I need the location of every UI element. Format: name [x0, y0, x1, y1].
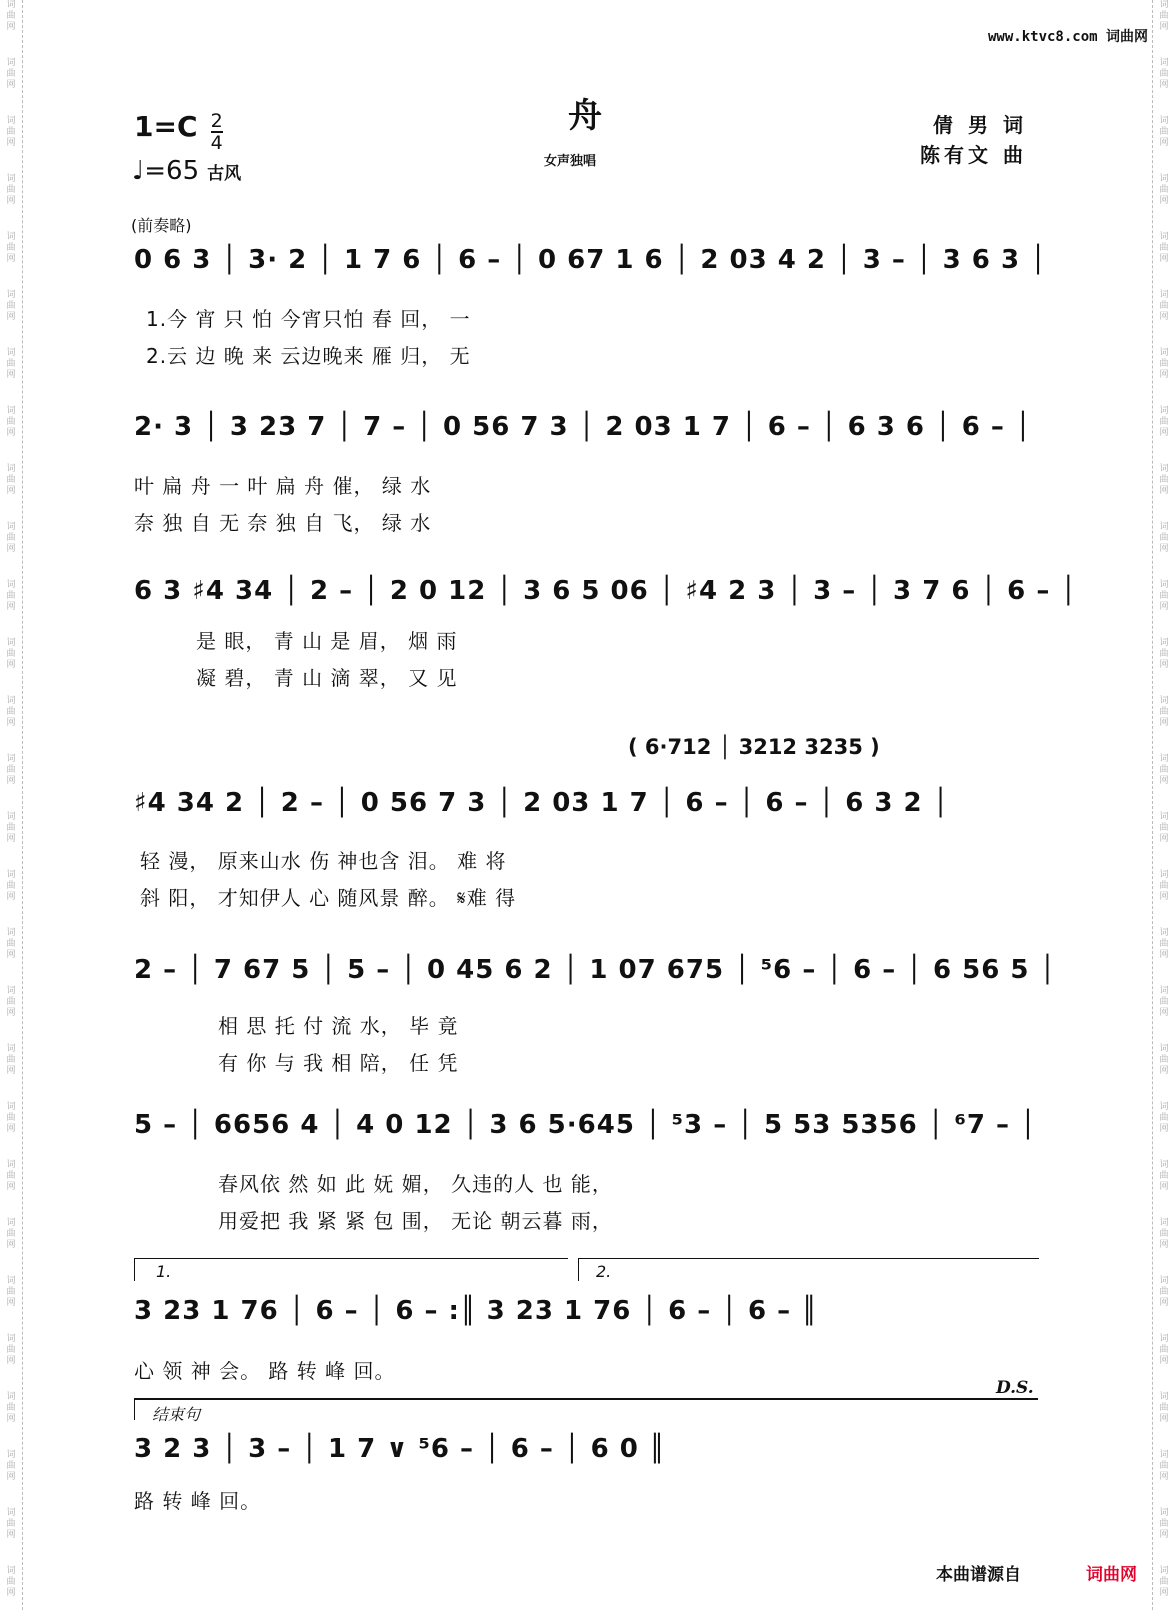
- lyric-line-7: 心 领 神 会。 路 转 峰 回。: [134, 1359, 396, 1383]
- watermark-text: 词曲网: [6, 406, 16, 438]
- tempo-mark: [132, 156, 241, 186]
- watermark-text: 词曲网: [1159, 290, 1169, 322]
- watermark-text: 词曲网: [1159, 870, 1169, 902]
- watermark-text: 词曲网: [1159, 1218, 1169, 1250]
- lyricist: 倩 男 词: [933, 113, 1027, 137]
- watermark-text: 词曲网: [1159, 638, 1169, 670]
- lyric-line-2a: 叶 扁 舟 一 叶 扁 舟 催， 绿 水: [134, 474, 432, 498]
- lyric-line-2b: 奈 独 自 无 奈 独 自 飞， 绿 水: [134, 511, 432, 535]
- coda-rule: [134, 1398, 1038, 1400]
- watermark-text: 词曲网: [1159, 928, 1169, 960]
- watermark-text: 词曲网: [6, 522, 16, 554]
- watermark-text: 词曲网: [6, 812, 16, 844]
- watermark-text: 词曲网: [1159, 0, 1169, 32]
- time-bottom: 4: [210, 131, 223, 154]
- watermark-text: 词曲网: [1159, 1102, 1169, 1134]
- watermark-text: 词曲网: [6, 870, 16, 902]
- key-signature: [134, 110, 223, 153]
- watermark-text: 词曲网: [1159, 696, 1169, 728]
- lyric-line-3a: 是 眼， 青 山 是 眉， 烟 雨: [196, 629, 458, 653]
- watermark-text: 词曲网: [6, 464, 16, 496]
- watermark-text: 词曲网: [1159, 1566, 1169, 1598]
- watermark-text: 词曲网: [6, 58, 16, 90]
- watermark-text: 词曲网: [1159, 58, 1169, 90]
- lyric-line-1a: 1.今 宵 只 怕 今宵只怕 春 回， 一: [146, 307, 471, 331]
- watermark-text: 词曲网: [1159, 232, 1169, 264]
- watermark-text: 词曲网: [6, 0, 16, 32]
- volta-2-label: 2.: [596, 1262, 612, 1281]
- watermark-text: 词曲网: [6, 348, 16, 380]
- lyric-line-1b: 2.云 边 晚 来 云边晚来 雁 归， 无: [146, 344, 471, 368]
- song-title: 舟: [568, 96, 602, 136]
- watermark-text: 词曲网: [6, 754, 16, 786]
- watermark-text: 词曲网: [1159, 116, 1169, 148]
- coda-label: 结束句: [152, 1405, 201, 1424]
- watermark-text: 词曲网: [6, 1566, 16, 1598]
- tempo-value: ♩=65: [132, 156, 200, 186]
- interlude-notation: ( 6·712 │ 3212 3235 ): [628, 735, 880, 759]
- watermark-text: 词曲网: [1159, 348, 1169, 380]
- watermark-text: 词曲网: [6, 580, 16, 612]
- watermark-text: 词曲网: [1159, 986, 1169, 1018]
- notation-line-4: ♯4 34 2 │ 2 – │ 0 56 7 3 │ 2 03 1 7 │ 6 – │ 6 – │ 6 3 2 │: [134, 788, 950, 818]
- watermark-text: 词曲网: [6, 1450, 16, 1482]
- watermark-text: 词曲网: [1159, 1392, 1169, 1424]
- watermark-text: 词曲网: [6, 928, 16, 960]
- song-subtitle: 女声独唱: [544, 154, 597, 169]
- watermark-text: 词曲网: [1159, 1508, 1169, 1540]
- coda-bracket: [134, 1398, 136, 1420]
- style-label: 古风: [207, 164, 242, 184]
- notation-line-5: 2 – │ 7 67 5 │ 5 – │ 0 45 6 2 │ 1 07 675 │ ⁵6 – │ 6 – │ 6 56 5 │: [134, 955, 1057, 985]
- volta-1-label: 1.: [156, 1262, 172, 1281]
- footer-source: 本曲谱源自: [936, 1565, 1021, 1585]
- lyric-line-5b: 有 你 与 我 相 陪， 任 凭: [218, 1051, 459, 1075]
- lyric-line-8: 路 转 峰 回。: [134, 1489, 262, 1513]
- lyric-line-6b: 用爱把 我 紧 紧 包 围， 无论 朝云暮 雨，: [218, 1209, 613, 1233]
- watermark-text: 词曲网: [6, 290, 16, 322]
- ds-mark: D.S.: [996, 1378, 1034, 1398]
- watermark-text: 词曲网: [6, 1276, 16, 1308]
- notation-line-2: 2· 3 │ 3 23 7 │ 7 – │ 0 56 7 3 │ 2 03 1 7 │ 6 – │ 6 3 6 │ 6 – │: [134, 412, 1032, 442]
- watermark-text: 词曲网: [1159, 522, 1169, 554]
- watermark-text: 词曲网: [1159, 1276, 1169, 1308]
- lyric-line-4a: 轻 漫， 原来山水 伤 神也含 泪。 难 将: [140, 849, 507, 873]
- watermark-text: 词曲网: [6, 638, 16, 670]
- watermark-text: 词曲网: [6, 1508, 16, 1540]
- watermark-text: 词曲网: [6, 1218, 16, 1250]
- notation-line-7: 3 23 1 76 │ 6 – │ 6 – :║ 3 23 1 76 │ 6 – │ 6 – ║: [134, 1296, 818, 1326]
- watermark-text: 词曲网: [6, 116, 16, 148]
- notation-line-6: 5 – │ 6656 4 │ 4 0 12 │ 3 6 5·645 │ ⁵3 – │ 5 53 5356 │ ⁶7 – │: [134, 1110, 1037, 1140]
- notation-line-3: 6 3 ♯4 34 │ 2 – │ 2 0 12 │ 3 6 5 06 │ ♯4 2 3 │ 3 – │ 3 7 6 │ 6 – │: [134, 576, 1078, 606]
- credits: [920, 110, 1027, 170]
- watermark-text: 词曲网: [1159, 1450, 1169, 1482]
- volta-bracket-1: [134, 1258, 568, 1281]
- lyric-line-4b: 斜 阳， 才知伊人 心 随风景 醉。 𝄋难 得: [140, 886, 517, 910]
- watermark-text: 词曲网: [1159, 1160, 1169, 1192]
- watermark-text: 词曲网: [6, 1102, 16, 1134]
- site-url: www.ktvc8.com 词曲网: [988, 29, 1149, 45]
- watermark-text: 词曲网: [1159, 754, 1169, 786]
- watermark-text: 词曲网: [1159, 406, 1169, 438]
- watermark-text: 词曲网: [1159, 580, 1169, 612]
- watermark-text: 词曲网: [1159, 464, 1169, 496]
- lyric-line-3b: 凝 碧， 青 山 滴 翠， 又 见: [196, 666, 458, 690]
- left-watermark-strip: [0, 0, 23, 1610]
- key-label: 1=C: [134, 110, 198, 143]
- watermark-text: 词曲网: [1159, 174, 1169, 206]
- watermark-text: 词曲网: [6, 1044, 16, 1076]
- watermark-text: 词曲网: [6, 986, 16, 1018]
- watermark-text: 词曲网: [1159, 812, 1169, 844]
- volta-bracket-2: [578, 1258, 1039, 1281]
- watermark-text: 词曲网: [1159, 1334, 1169, 1366]
- watermark-text: 词曲网: [6, 696, 16, 728]
- watermark-text: 词曲网: [6, 1392, 16, 1424]
- watermark-text: 词曲网: [6, 1160, 16, 1192]
- notation-line-1: 0 6 3 │ 3· 2 │ 1 7 6 │ 6 – │ 0 67 1 6 │ 2 03 4 2 │ 3 – │ 3 6 3 │: [134, 245, 1047, 275]
- notation-line-8: 3 2 3 │ 3 – │ 1 7 ∨ ⁵6 – │ 6 – │ 6 0 ║: [134, 1434, 666, 1464]
- lyric-line-6a: 春风依 然 如 此 妩 媚， 久违的人 也 能，: [218, 1172, 613, 1196]
- right-watermark-strip: [1152, 0, 1175, 1610]
- watermark-text: 词曲网: [6, 174, 16, 206]
- time-signature: [211, 111, 223, 153]
- time-top: 2: [210, 109, 223, 132]
- intro-note: (前奏略): [131, 216, 192, 235]
- watermark-text: 词曲网: [6, 1334, 16, 1366]
- watermark-text: 词曲网: [6, 232, 16, 264]
- lyric-line-5a: 相 思 托 付 流 水， 毕 竟: [218, 1014, 459, 1038]
- footer-brand[interactable]: 词曲网: [1086, 1565, 1137, 1585]
- composer: 陈有文 曲: [920, 143, 1027, 167]
- watermark-text: 词曲网: [1159, 1044, 1169, 1076]
